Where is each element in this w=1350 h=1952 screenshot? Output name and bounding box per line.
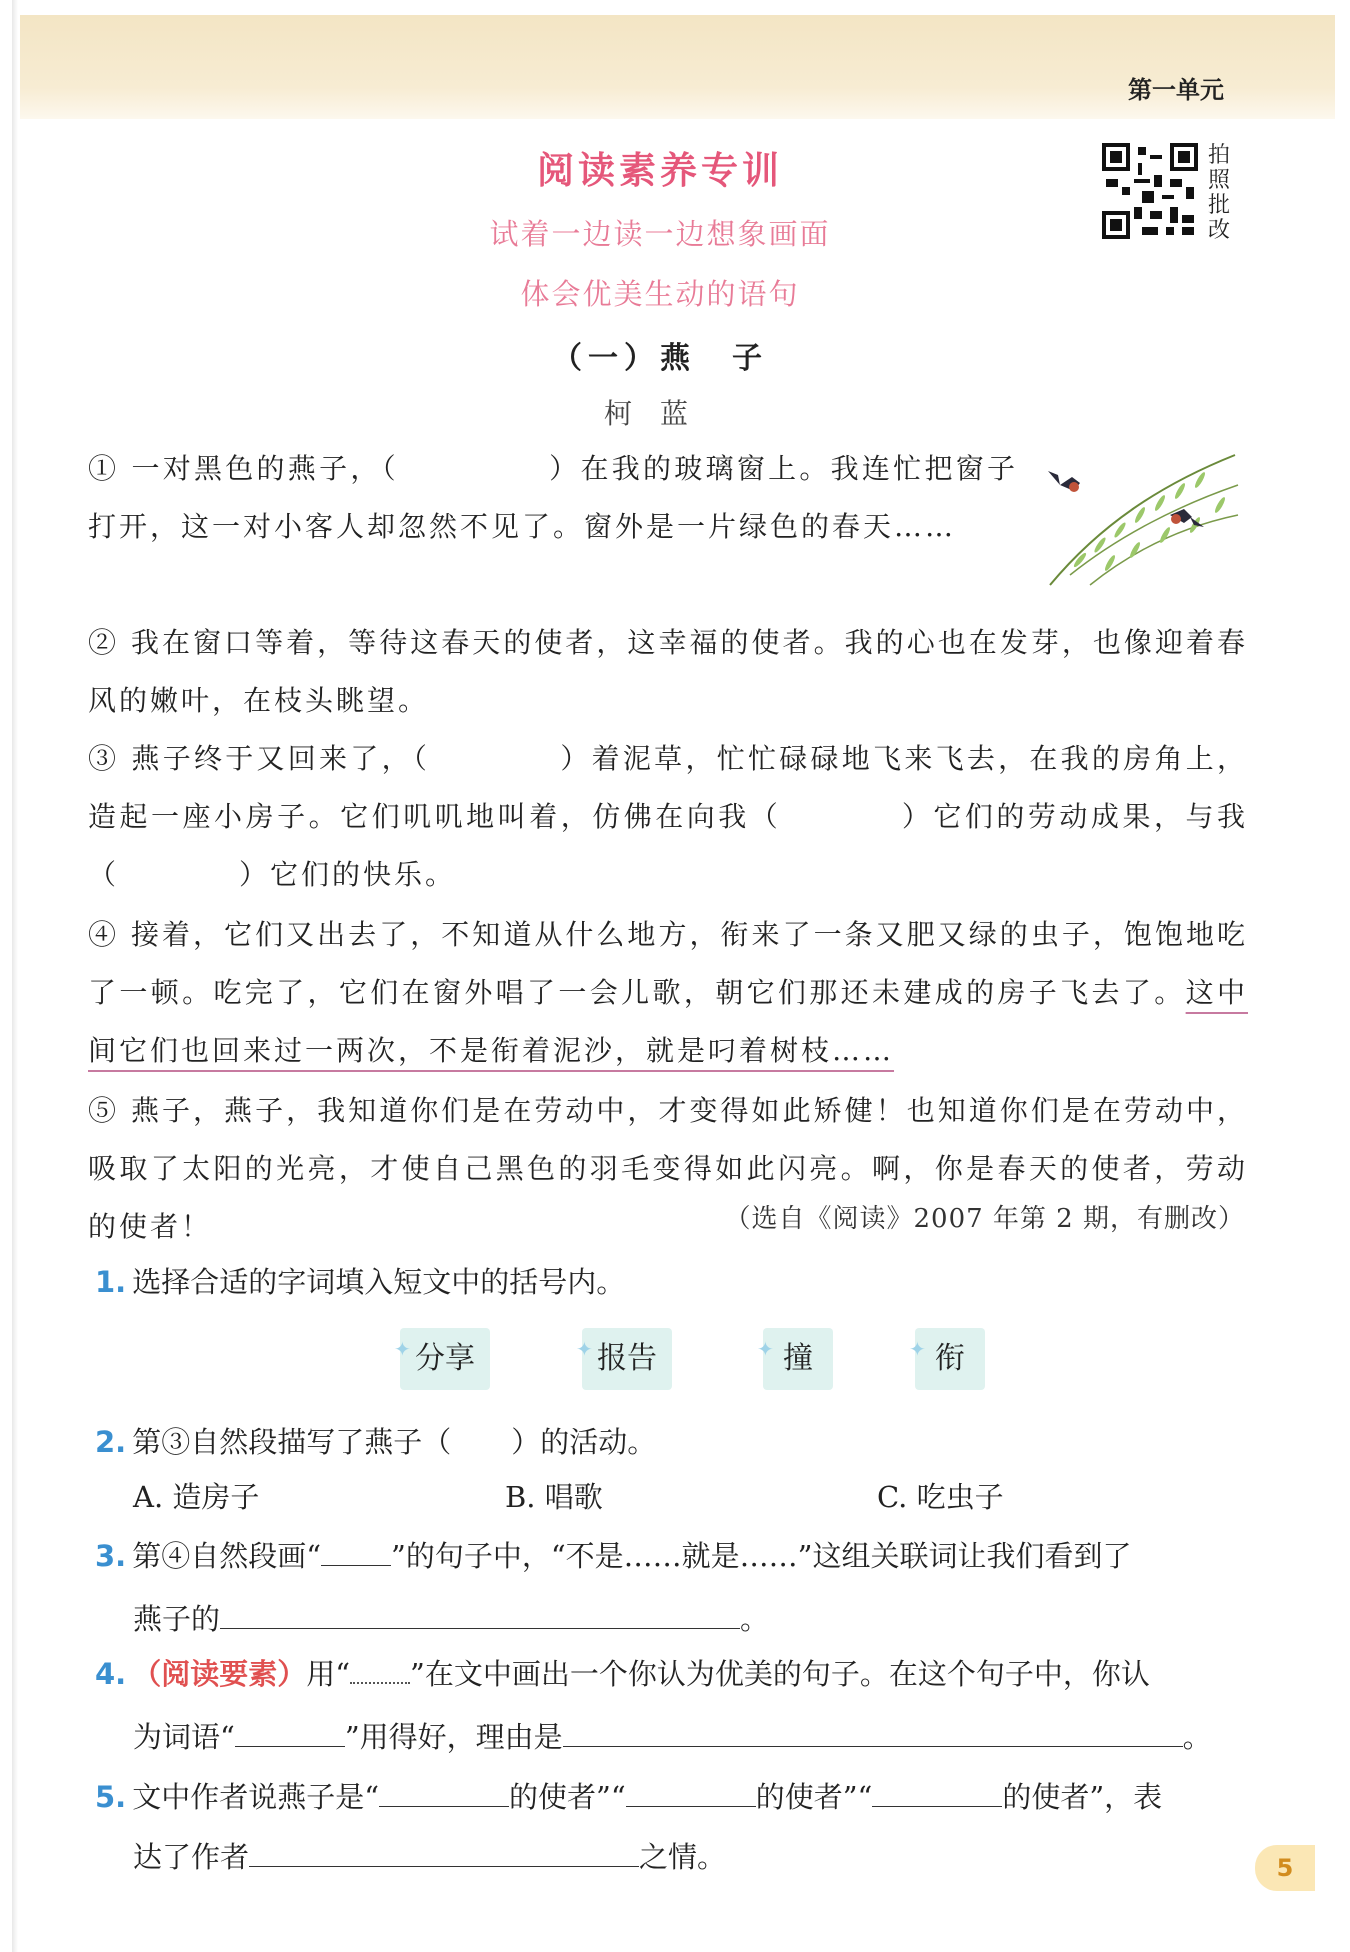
- p3-text-b: ）着泥草，忙忙碌碌地飞来飞去，在我的房角上，造起一座小房子。它们叽叽地叫着，仿佛在向我（: [88, 742, 1248, 833]
- p4-text-a: ④ 接着，它们又出去了，不知道从什么地方，衔来了一条又肥又绿的虫子，饱饱地吃了一顿。吃完了，它们在窗外唱了一会儿歌，朝它们那还未建成的房子飞去了。: [88, 918, 1248, 1009]
- choice-bump[interactable]: [757, 1328, 833, 1390]
- paragraph-3: [88, 730, 1248, 904]
- question-2: [95, 1413, 1255, 1471]
- q5-blank-1[interactable]: [379, 1772, 509, 1807]
- q4-line2-a: 为词语“: [133, 1720, 235, 1754]
- p3-text-a: ③ 燕子终于又回来了，（: [88, 742, 431, 775]
- q2-option-a[interactable]: A. 造房子: [133, 1480, 260, 1514]
- q4-line2-b: ”用得好，理由是: [344, 1720, 563, 1754]
- q2-text-a: 第③自然段描写了燕子（: [132, 1425, 452, 1459]
- q3-mark-blank[interactable]: [321, 1531, 391, 1566]
- q3-line2-b: 。: [740, 1602, 770, 1636]
- q4-word-blank[interactable]: [235, 1712, 345, 1747]
- q1-text: 选择合适的字词填入短文中的括号内。: [132, 1265, 626, 1299]
- q5-line2-b: 之情。: [639, 1840, 727, 1874]
- choice-share[interactable]: [394, 1328, 490, 1390]
- passage-author: 柯蓝: [603, 397, 716, 430]
- page-number: 5: [1255, 1845, 1315, 1891]
- q5-text-a: 文中作者说燕子是“: [132, 1780, 380, 1814]
- q2-options: [133, 1468, 1293, 1526]
- q5-line-2: [133, 1828, 1293, 1886]
- passage-source: （选自《阅读》2007 年第 2 期，有删改）: [724, 1204, 1245, 1234]
- paragraph-2: ② 我在窗口等着，等待这春天的使者，这幸福的使者。我的心也在发芽，也像迎着春风的嫩叶，在枝头眺望。: [88, 626, 1248, 717]
- passage-title: （一）燕 子: [552, 341, 768, 376]
- qr-label: 拍照批改: [1208, 143, 1231, 243]
- q3-answer-line[interactable]: [220, 1594, 740, 1629]
- swallows-willow-illustration: [1040, 445, 1240, 590]
- wavy-line-icon: [350, 1652, 410, 1684]
- p3-text-c: ）它们的劳动成果，与我（: [88, 800, 1248, 891]
- q5-number: 5.: [95, 1780, 127, 1814]
- question-3: [95, 1527, 1255, 1585]
- q3-text-a: 第④自然段画“: [132, 1539, 322, 1573]
- q3-number: 3.: [95, 1539, 127, 1573]
- sparkle-icon: ✦: [394, 1337, 411, 1361]
- q5-feeling-line[interactable]: [249, 1832, 639, 1867]
- choice-label: 衔: [935, 1341, 965, 1376]
- q2-option-b[interactable]: B. 唱歌: [505, 1480, 603, 1514]
- q4-reason-line[interactable]: [563, 1712, 1183, 1747]
- p1-text-a: ① 一对黑色的燕子，（: [88, 452, 399, 485]
- choice-label: 报告: [597, 1341, 657, 1376]
- choice-label: 分享: [415, 1341, 475, 1376]
- p3-text-d: ）它们的快乐。: [239, 858, 457, 891]
- paragraph-5: ⑤ 燕子，燕子，我知道你们是在劳动中，才变得如此矫健！也知道你们是在劳动中，吸取了太阳的光亮，才使自己黑色的羽毛变得如此闪亮。啊，你是春天的使者，劳动的使者！: [88, 1094, 1248, 1243]
- q5-blank-3[interactable]: [872, 1772, 1002, 1807]
- q4-text-a: 用“: [306, 1657, 351, 1691]
- p4-underlined-sentence: 这中间它们也回来过一两次，不是衔着泥沙，就是叼着树枝……: [88, 976, 1248, 1067]
- q5-text-b: 的使者”“: [509, 1780, 626, 1814]
- p1-text-b: ）在我的玻璃窗上。我连忙把窗子打开，这一对小客人却忽然不见了。窗外是一片绿色的春天……: [88, 452, 1018, 543]
- sparkle-icon: ✦: [576, 1337, 593, 1361]
- q2-option-c[interactable]: C. 吃虫子: [877, 1480, 1004, 1514]
- paragraph-1: [88, 440, 1018, 556]
- question-1: [95, 1253, 1255, 1311]
- q3-text-b: ”的句子中，“不是……就是……”这组关联词让我们看到了: [391, 1539, 1132, 1573]
- page-title: 阅读素养专训: [537, 149, 783, 192]
- q4-line-2: [133, 1708, 1293, 1766]
- subtitle-2: 体会优美生动的语句: [520, 277, 800, 311]
- unit-label: 第一单元: [1128, 76, 1224, 104]
- q3-line2-a: 燕子的: [133, 1602, 221, 1636]
- q5-text-c: 的使者”“: [755, 1780, 873, 1814]
- q2-text-b: ）的活动。: [511, 1425, 657, 1459]
- choice-report[interactable]: [576, 1328, 672, 1390]
- question-5: [95, 1768, 1255, 1826]
- paragraph-4: [88, 906, 1248, 1080]
- q3-line-2: [133, 1590, 1293, 1648]
- reading-element-tag: （阅读要素）: [132, 1657, 307, 1691]
- sparkle-icon: ✦: [757, 1337, 774, 1361]
- q5-blank-2[interactable]: [626, 1772, 756, 1807]
- subtitle-1: 试着一边读一边想象画面: [489, 217, 831, 251]
- q4-number: 4.: [95, 1657, 127, 1691]
- q4-text-b: ”在文中画出一个你认为优美的句子。在这个句子中，你认: [410, 1657, 1150, 1691]
- qr-code-icon[interactable]: [1102, 143, 1198, 239]
- q5-text-d: 的使者”，表: [1002, 1780, 1163, 1814]
- q5-line2-a: 达了作者: [133, 1840, 250, 1874]
- q1-number: 1.: [95, 1265, 127, 1299]
- q4-line2-c: 。: [1182, 1720, 1212, 1754]
- choice-label: 撞: [783, 1341, 813, 1376]
- q2-number: 2.: [95, 1425, 127, 1459]
- sparkle-icon: ✦: [909, 1337, 926, 1361]
- choice-carry[interactable]: [909, 1328, 985, 1390]
- question-4: [95, 1645, 1255, 1703]
